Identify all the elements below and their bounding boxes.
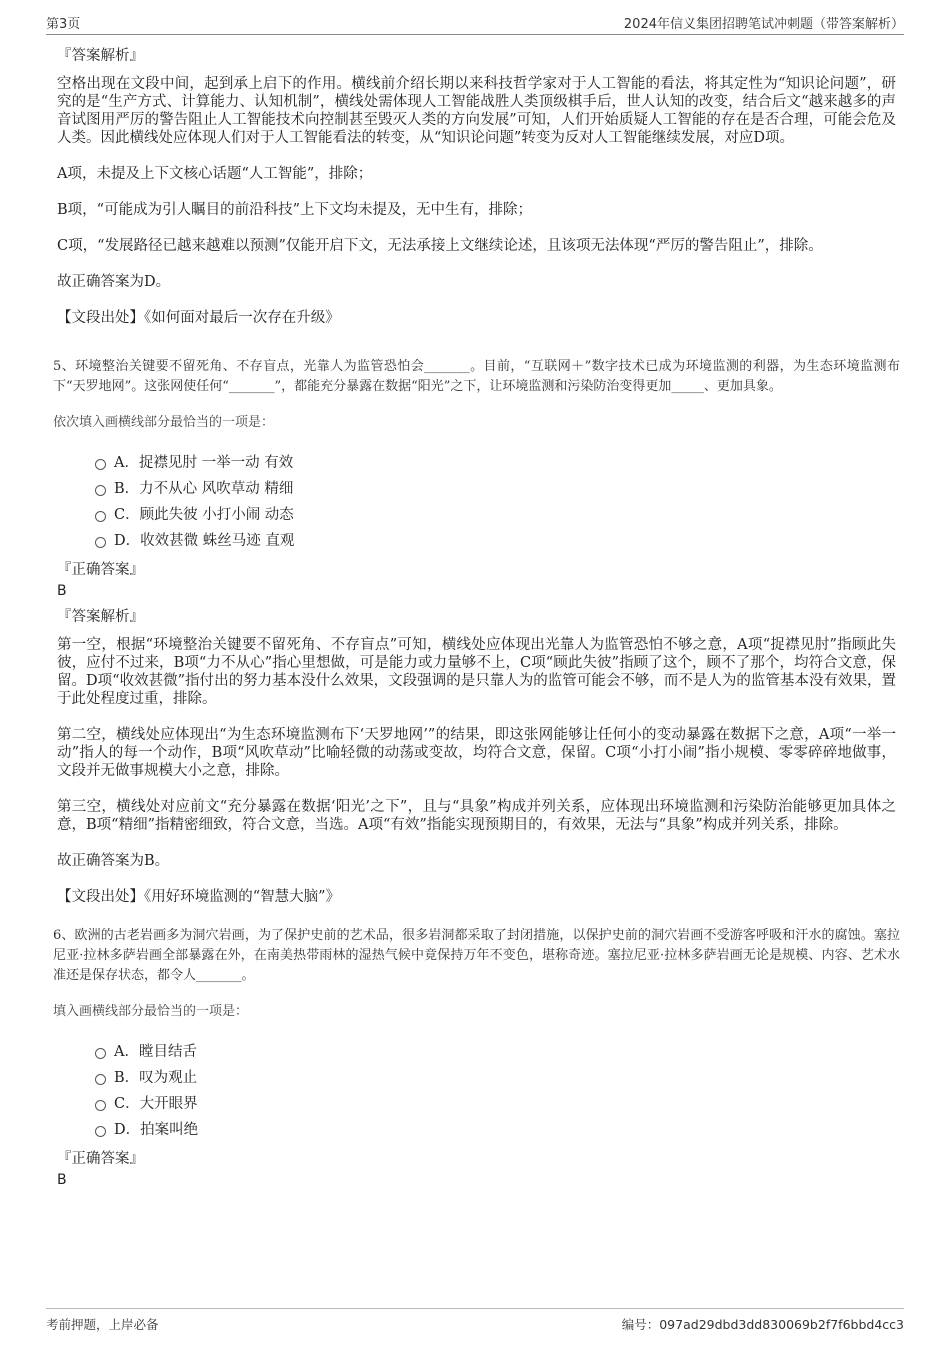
option-b[interactable] (95, 1063, 896, 1089)
option-label: D．拍案叫绝 (114, 1121, 199, 1138)
correct-answer-label: 『正确答案』 (57, 562, 144, 578)
radio-icon[interactable] (95, 1100, 106, 1111)
question-5-text: 5、环境整治关键要不留死角、不存盲点，光靠人为监管恐怕会_______。目前，“互联网＋”数字技术已成为环境监测的利器，为生态环境监测布下“天罗地网”。这张网使任何“_______”，都能充分暴露在数据“阳光”之下，让环境监测和污染防治变得更加_____、更加具象。 (53, 359, 900, 394)
option-label: B．叹为观止 (114, 1069, 198, 1086)
option-b[interactable] (95, 474, 896, 500)
analysis-paragraph: 第一空，根据“环境整治关键要不留死角、不存盲点”可知，横线处应体现出光靠人为监管恐怕不够之意，A项“捉襟见肘”指顾此失彼，应付不过来，B项“力不从心”指心里想做，可是能力或力量够不上，C项“顾此失彼”指顾了这个，顾不了那个，均符合文意，保留。D项“收效甚微”指付出的努力基本没什么效果，文段强调的是只靠人为的监管可能会不够，而不是人为的监管基本没有效果，置于此处程度过重，排除。 (57, 637, 896, 707)
source-citation: 【文段出处】《如何面对最后一次存在升级》 (57, 310, 340, 326)
option-label: C．顾此失彼 小打小闹 动态 (114, 506, 294, 523)
page-footer (46, 1308, 904, 1337)
question-6-text: 6、欧洲的古老岩画多为洞穴岩画，为了保护史前的艺术品，很多岩洞都采取了封闭措施，以保护史前的洞穴岩画不受游客呼吸和汗水的腐蚀。塞拉尼亚·拉林多萨岩画全部暴露在外，在南美热带雨林的湿热气候中竟保持万年不变色，堪称奇迹。塞拉尼亚·拉林多萨岩画无论是规模、内容、艺术水准还是保存状态，都令人_______。 (53, 928, 900, 983)
source-citation: 【文段出处】《用好环境监测的“智慧大脑”》 (57, 889, 341, 905)
analysis-paragraph: 第二空，横线处应体现出“为生态环境监测布下‘天罗地网’”的结果，即这张网能够让任何小的变动暴露在数据下之意，A项“一举一动”指人的每一个动作，B项“风吹草动”比喻轻微的动荡或变故，均符合文意，保留。C项“小打小闹”指小规模、零零碎碎地做事，文段并无做事规模大小之意，排除。 (57, 727, 896, 779)
radio-icon[interactable] (95, 1074, 106, 1085)
document-title: 2024年信义集团招聘笔试冲刺题（带答案解析） (623, 17, 904, 32)
option-label: D．收效甚微 蛛丝马迹 直观 (114, 532, 295, 549)
footer-slogan: 考前押题，上岸必备 (46, 1317, 159, 1332)
page-number: 第3页 (46, 17, 81, 32)
option-label: C．大开眼界 (114, 1095, 198, 1112)
question-6-options (95, 1037, 896, 1141)
page-header (46, 10, 904, 35)
option-d[interactable] (95, 526, 896, 552)
answer-statement: 故正确答案为D。 (57, 274, 171, 290)
analysis-paragraph: 第三空，横线处对应前文“充分暴露在数据‘阳光’之下”，且与“具象”构成并列关系，应体现出环境监测和污染防治能够更加具体之意，B项“精细”指精密细致，符合文意，当选。A项“有效”指能实现预期目的，有效果，无法与“具象”构成并列关系，排除。 (57, 799, 896, 833)
question-5-prompt: 依次填入画横线部分最恰当的一项是： (53, 415, 275, 430)
radio-icon[interactable] (95, 1126, 106, 1137)
correct-answer-value: B (57, 583, 67, 599)
option-c[interactable] (95, 1089, 896, 1115)
option-label: A．捉襟见肘 一举一动 有效 (114, 454, 294, 471)
correct-answer-label: 『正确答案』 (57, 1151, 144, 1167)
option-label: A．瞠目结舌 (114, 1043, 197, 1060)
analysis-label: 『答案解析』 (57, 609, 144, 625)
analysis-paragraph: A项，未提及上下文核心话题“人工智能”，排除； (57, 166, 373, 182)
question-6-prompt: 填入画横线部分最恰当的一项是： (53, 1004, 249, 1019)
page-content (53, 44, 900, 1194)
radio-icon[interactable] (95, 511, 106, 522)
option-d[interactable] (95, 1115, 896, 1141)
analysis-paragraph: 空格出现在文段中间，起到承上启下的作用。横线前介绍长期以来科技哲学家对于人工智能的看法，将其定性为“知识论问题”，研究的是“生产方式、计算能力、认知机制”，横线处需体现人工智能战胜人类顶级棋手后，世人认知的改变，结合后文“越来越多的声音试图用严厉的警告阻止人工智能技术向控制甚至毁灭人类的方向发展”可知，人们开始质疑人工智能的存在是否合理，可能会危及人类。因此横线处应体现人们对于人工智能看法的转变，从“知识论问题”转变为反对人工智能继续发展，对应D项。 (57, 76, 896, 146)
answer-statement: 故正确答案为B。 (57, 853, 170, 869)
correct-answer-value: B (57, 1172, 67, 1188)
question-5-options (95, 448, 896, 552)
option-label: B．力不从心 风吹草动 精细 (114, 480, 294, 497)
radio-icon[interactable] (95, 537, 106, 548)
analysis-paragraph: C项，“发展路径已越来越难以预测”仅能开启下文，无法承接上文继续论述，且该项无法体现“严厉的警告阻止”，排除。 (57, 238, 823, 254)
radio-icon[interactable] (95, 485, 106, 496)
option-a[interactable] (95, 1037, 896, 1063)
radio-icon[interactable] (95, 1048, 106, 1059)
option-a[interactable] (95, 448, 896, 474)
document-code: 编号：097ad29dbd3dd830069b2f7f6bbd4cc3 (621, 1317, 904, 1332)
radio-icon[interactable] (95, 459, 106, 470)
analysis-label: 『答案解析』 (57, 48, 144, 64)
option-c[interactable] (95, 500, 896, 526)
analysis-paragraph: B项，“可能成为引人瞩目的前沿科技”上下文均未提及，无中生有，排除； (57, 202, 532, 218)
